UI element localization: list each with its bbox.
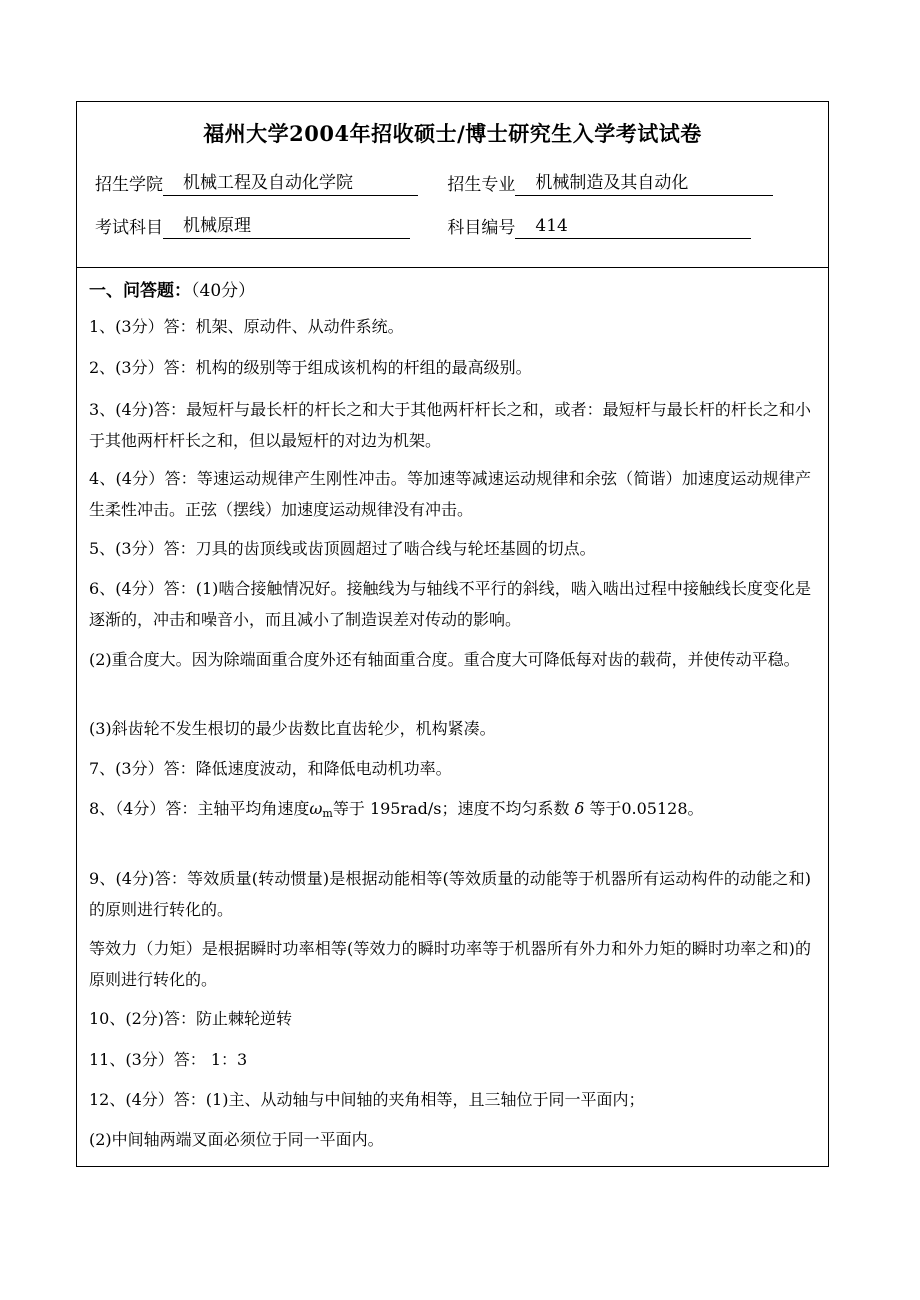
answer-9: 9、(4分)答：等效质量(转动惯量)是根据动能相等(等效质量的动能等于机器所有运动构件的动能之和)的原则进行转化的。 xyxy=(89,869,811,919)
subject-code-row xyxy=(95,215,751,241)
answer-6-3: (3)斜齿轮不发生根切的最少齿数比直齿轮少，机构紧凑。 xyxy=(89,719,496,738)
answer-8-middle: 等于 195rad/s；速度不均匀系数 xyxy=(332,799,570,818)
answer-11: 11、(3分）答： 1：3 xyxy=(89,1050,248,1069)
delta-symbol: δ xyxy=(574,799,585,818)
answer-8 xyxy=(89,793,811,829)
subject-label: 考试科目 xyxy=(95,218,163,238)
answer-12-1: 12、(4分）答：(1)主、从动轴与中间轴的夹角相等，且三轴位于同一平面内； xyxy=(89,1090,645,1109)
answer-12-2: (2)中间轴两端叉面必须位于同一平面内。 xyxy=(89,1130,384,1149)
code-label: 科目编号 xyxy=(447,218,516,238)
section-points: （40分） xyxy=(191,281,256,301)
answer-2: 2、(3分）答：机构的级别等于组成该机构的杆组的最高级别。 xyxy=(89,358,532,377)
omega-symbol: ω xyxy=(309,799,323,818)
answer-5: 5、(3分）答：刀具的齿顶线或齿顶圆超过了啮合线与轮坯基圆的切点。 xyxy=(89,539,596,558)
section-heading xyxy=(89,276,255,301)
subject-value: 机械原理 xyxy=(163,215,410,239)
college-value: 机械工程及自动化学院 xyxy=(163,172,418,196)
exam-title: 福州大学2004年招收硕士/博士研究生入学考试试卷 xyxy=(203,121,702,146)
answer-3: 3、(4分)答：最短杆与最长杆的杆长之和大于其他两杆杆长之和，或者：最短杆与最长杆的杆长之和小于其他两杆杆长之和，但以最短杆的对边为机架。 xyxy=(89,400,811,450)
exam-sheet-frame xyxy=(76,101,829,1167)
section-title: 一、问答题： xyxy=(89,281,191,301)
college-label: 招生学院 xyxy=(95,175,163,195)
answer-4: 4、(4分）答：等速运动规律产生刚性冲击。等加速等减速运动规律和余弦（简谐）加速度运动规律产生柔性冲击。正弦（摆线）加速度运动规律没有冲击。 xyxy=(89,469,811,519)
answer-1: 1、(3分）答：机架、原动件、从动件系统。 xyxy=(89,317,404,336)
major-value: 机械制造及其自动化 xyxy=(515,172,773,196)
exam-header xyxy=(77,102,828,268)
code-value: 414 xyxy=(515,215,751,239)
answer-8-suffix: 等于0.05128。 xyxy=(589,799,704,818)
answer-6-1: 6、(4分）答：(1)啮合接触情况好。接触线为与轴线不平行的斜线，啮入啮出过程中接触线长度变化是逐渐的，冲击和噪音小，而且减小了制造误差对传动的影响。 xyxy=(89,579,811,629)
omega-subscript: m xyxy=(322,807,333,820)
major-label: 招生专业 xyxy=(447,175,516,195)
answer-9-force: 等效力（力矩）是根据瞬时功率相等(等效力的瞬时功率等于机器所有外力和外力矩的瞬时功率之和)的原则进行转化的。 xyxy=(89,939,811,989)
answer-8-prefix: 8、（4分）答：主轴平均角速度 xyxy=(89,799,310,818)
answer-6-2: (2)重合度大。因为除端面重合度外还有轴面重合度。重合度大可降低每对齿的载荷，并使传动平稳。 xyxy=(89,650,800,669)
answer-10: 10、(2分)答：防止棘轮逆转 xyxy=(89,1009,293,1028)
answer-7: 7、(3分）答：降低速度波动，和降低电动机功率。 xyxy=(89,759,452,778)
college-major-row xyxy=(95,172,773,198)
